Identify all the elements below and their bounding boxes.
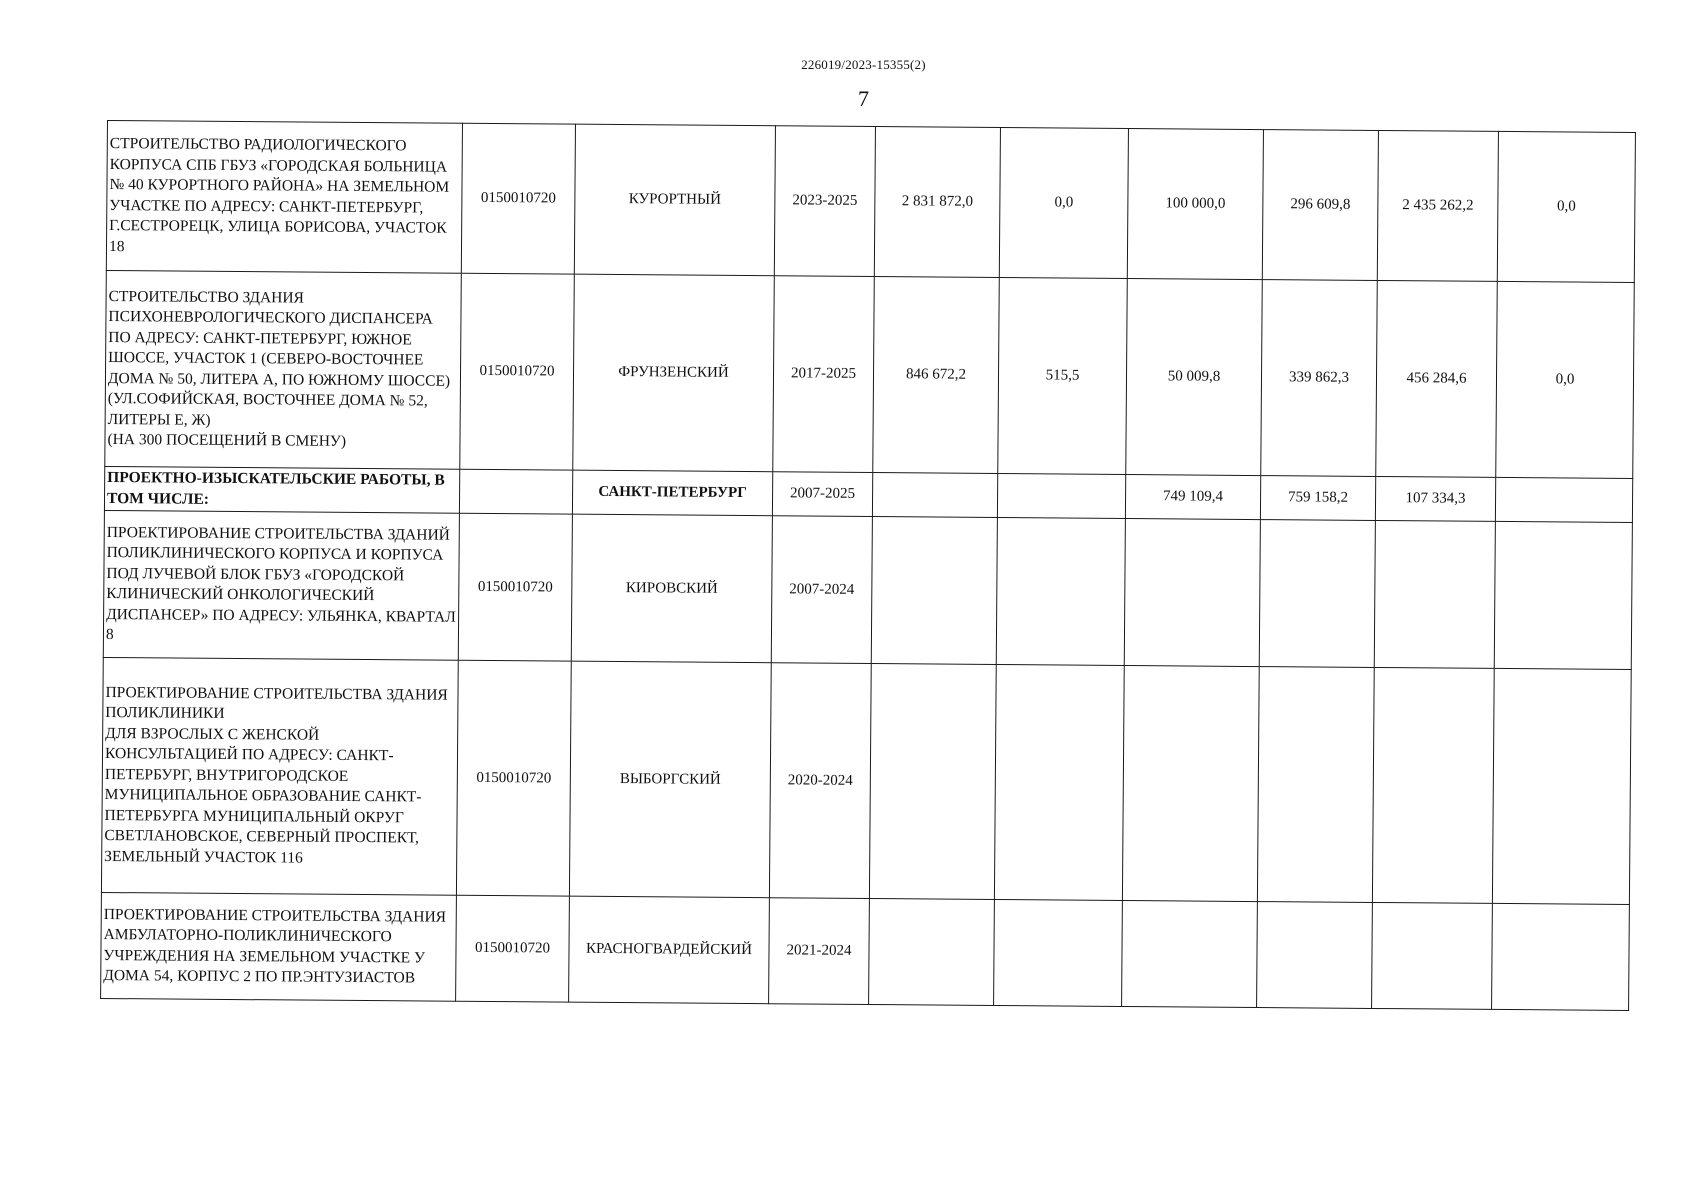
value-cell: 50 009,8 bbox=[1126, 279, 1263, 476]
district-cell: САНКТ-ПЕТЕРБУРГ bbox=[572, 470, 772, 516]
value-cell: 107 334,3 bbox=[1375, 476, 1495, 521]
object-name-cell: ПРОЕКТИРОВАНИЕ СТРОИТЕЛЬСТВА ЗДАНИЯ АМБУЛАТОРНО-ПОЛИКЛИНИЧЕСКОГО УЧРЕЖДЕНИЯ НА ЗЕМЕЛЬНОМ УЧАСТКЕ У ДОМА 54, КОРПУС 2 ПО ПР.ЭНТУЗИАСТОВ bbox=[101, 892, 457, 1001]
value-cell: 2 831 872,0 bbox=[874, 127, 1000, 278]
value-cell bbox=[1374, 520, 1495, 668]
section-name-cell: ПРОЕКТНО-ИЗЫСКАТЕЛЬСКИЕ РАБОТЫ, В ТОМ ЧИСЛЕ: bbox=[104, 466, 459, 513]
page-number: 7 bbox=[858, 86, 869, 111]
period-cell: 2023-2025 bbox=[774, 126, 875, 277]
code-cell: 0150010720 bbox=[461, 123, 575, 274]
value-cell bbox=[994, 665, 1124, 901]
value-cell: 0,0 bbox=[1497, 131, 1635, 282]
value-cell: 515,5 bbox=[998, 278, 1128, 475]
value-cell bbox=[1372, 902, 1493, 1009]
value-cell bbox=[997, 474, 1125, 519]
value-cell bbox=[1494, 521, 1632, 669]
document-number: 226019/2023-15355(2) bbox=[801, 57, 926, 72]
value-cell bbox=[1257, 902, 1373, 1009]
district-cell: КИРОВСКИЙ bbox=[571, 514, 772, 663]
value-cell: 0,0 bbox=[1496, 281, 1635, 478]
period-cell: 2021-2024 bbox=[769, 898, 870, 1005]
budget-table-wrapper bbox=[100, 120, 1635, 1011]
value-cell bbox=[1492, 903, 1630, 1010]
table-row bbox=[106, 121, 1635, 283]
value-cell bbox=[996, 518, 1125, 666]
period-cell: 2007-2025 bbox=[772, 472, 872, 517]
district-cell: ФРУНЗЕНСКИЙ bbox=[573, 274, 775, 472]
budget-table bbox=[100, 120, 1636, 1011]
value-cell bbox=[1495, 477, 1632, 522]
value-cell: 339 862,3 bbox=[1261, 280, 1378, 477]
period-cell: 2007-2024 bbox=[771, 516, 872, 664]
district-cell: ВЫБОРГСКИЙ bbox=[569, 661, 771, 898]
value-cell: 100 000,0 bbox=[1127, 129, 1263, 280]
value-cell: 846 672,2 bbox=[873, 277, 1000, 474]
value-cell bbox=[1492, 668, 1631, 904]
object-name-cell: ПРОЕКТИРОВАНИЕ СТРОИТЕЛЬСТВА ЗДАНИЙ ПОЛИКЛИНИЧЕСКОГО КОРПУСА И КОРПУСА ПОД ЛУЧЕВОЙ БЛОК ГБУЗ «ГОРОДСКОЙ КЛИНИЧЕСКИЙ ОНКОЛОГИЧЕСКИЙ ДИСПАНСЕР» ПО АДРЕСУ: УЛЬЯНКА, КВАРТАЛ 8 bbox=[103, 510, 459, 660]
object-name-cell: ПРОЕКТИРОВАНИЕ СТРОИТЕЛЬСТВА ЗДАНИЯ ПОЛИКЛИНИКИ ДЛЯ ВЗРОСЛЫХ С ЖЕНСКОЙ КОНСУЛЬТАЦИЕЙ ПО АДРЕСУ: САНКТ-ПЕТЕРБУРГ, ВНУТРИГОРОДСКОЕ МУНИЦИПАЛЬНОЕ ОБРАЗОВАНИЕ САНКТ-ПЕТЕРБУРГА МУНИЦИПАЛЬНЫЙ ОКРУГ СВЕТЛАНОВСКОЕ, СЕВЕРНЫЙ ПРОСПЕКТ, ЗЕМЕЛЬНЫЙ УЧАСТОК 116 bbox=[101, 657, 458, 895]
period-cell: 2020-2024 bbox=[769, 663, 871, 899]
table-row bbox=[103, 510, 1632, 669]
value-cell: 2 435 262,2 bbox=[1377, 130, 1498, 281]
table-row bbox=[101, 892, 1630, 1010]
district-cell: КУРОРТНЫЙ bbox=[574, 124, 775, 276]
object-name-cell: СТРОИТЕЛЬСТВО ЗДАНИЯ ПСИХОНЕВРОЛОГИЧЕСКОГО ДИСПАНСЕРА ПО АДРЕСУ: САНКТ-ПЕТЕРБУРГ, ЮЖНОЕ ШОССЕ, УЧАСТОК 1 (СЕВЕРО-ВОСТОЧНЕЕ ДОМА № 50, ЛИТЕРА А, ПО ЮЖНОМУ ШОССЕ) (УЛ.СОФИЙСКАЯ, ВОСТОЧНЕЕ ДОМА № 52, ЛИТЕРЫ Е, Ж) (НА 300 ПОСЕЩЕНИЙ В СМЕНУ) bbox=[105, 270, 462, 469]
code-cell: 0150010720 bbox=[460, 273, 575, 470]
district-cell: КРАСНОГВАРДЕЙСКИЙ bbox=[569, 896, 770, 1004]
code-cell: 0150010720 bbox=[456, 660, 571, 896]
value-cell bbox=[1257, 667, 1374, 903]
value-cell: 0,0 bbox=[999, 128, 1128, 279]
value-cell bbox=[1122, 900, 1258, 1007]
table-row bbox=[105, 270, 1634, 478]
period-cell: 2017-2025 bbox=[773, 276, 875, 473]
table-row bbox=[101, 657, 1631, 904]
value-cell: 296 609,8 bbox=[1262, 130, 1378, 281]
value-cell bbox=[869, 664, 996, 900]
value-cell bbox=[871, 517, 997, 665]
value-cell bbox=[1259, 520, 1375, 668]
value-cell bbox=[1122, 666, 1259, 902]
value-cell: 759 158,2 bbox=[1260, 476, 1375, 521]
value-cell bbox=[869, 899, 995, 1006]
code-cell: 0150010720 bbox=[456, 895, 570, 1002]
value-cell: 456 284,6 bbox=[1376, 280, 1498, 477]
value-cell bbox=[1124, 519, 1260, 667]
value-cell bbox=[994, 899, 1123, 1006]
value-cell bbox=[872, 473, 997, 518]
value-cell: 749 109,4 bbox=[1125, 475, 1260, 520]
code-cell bbox=[459, 469, 572, 514]
code-cell: 0150010720 bbox=[458, 513, 572, 661]
object-name-cell: СТРОИТЕЛЬСТВО РАДИОЛОГИЧЕСКОГО КОРПУСА СПБ ГБУЗ «ГОРОДСКАЯ БОЛЬНИЦА № 40 КУРОРТНОГО РАЙОНА» НА ЗЕМЕЛЬНОМ УЧАСТКЕ ПО АДРЕСУ: САНКТ-ПЕТЕРБУРГ, Г.СЕСТРОРЕЦК, УЛИЦА БОРИСОВА, УЧАСТОК 18 bbox=[106, 121, 462, 274]
value-cell bbox=[1372, 667, 1494, 903]
